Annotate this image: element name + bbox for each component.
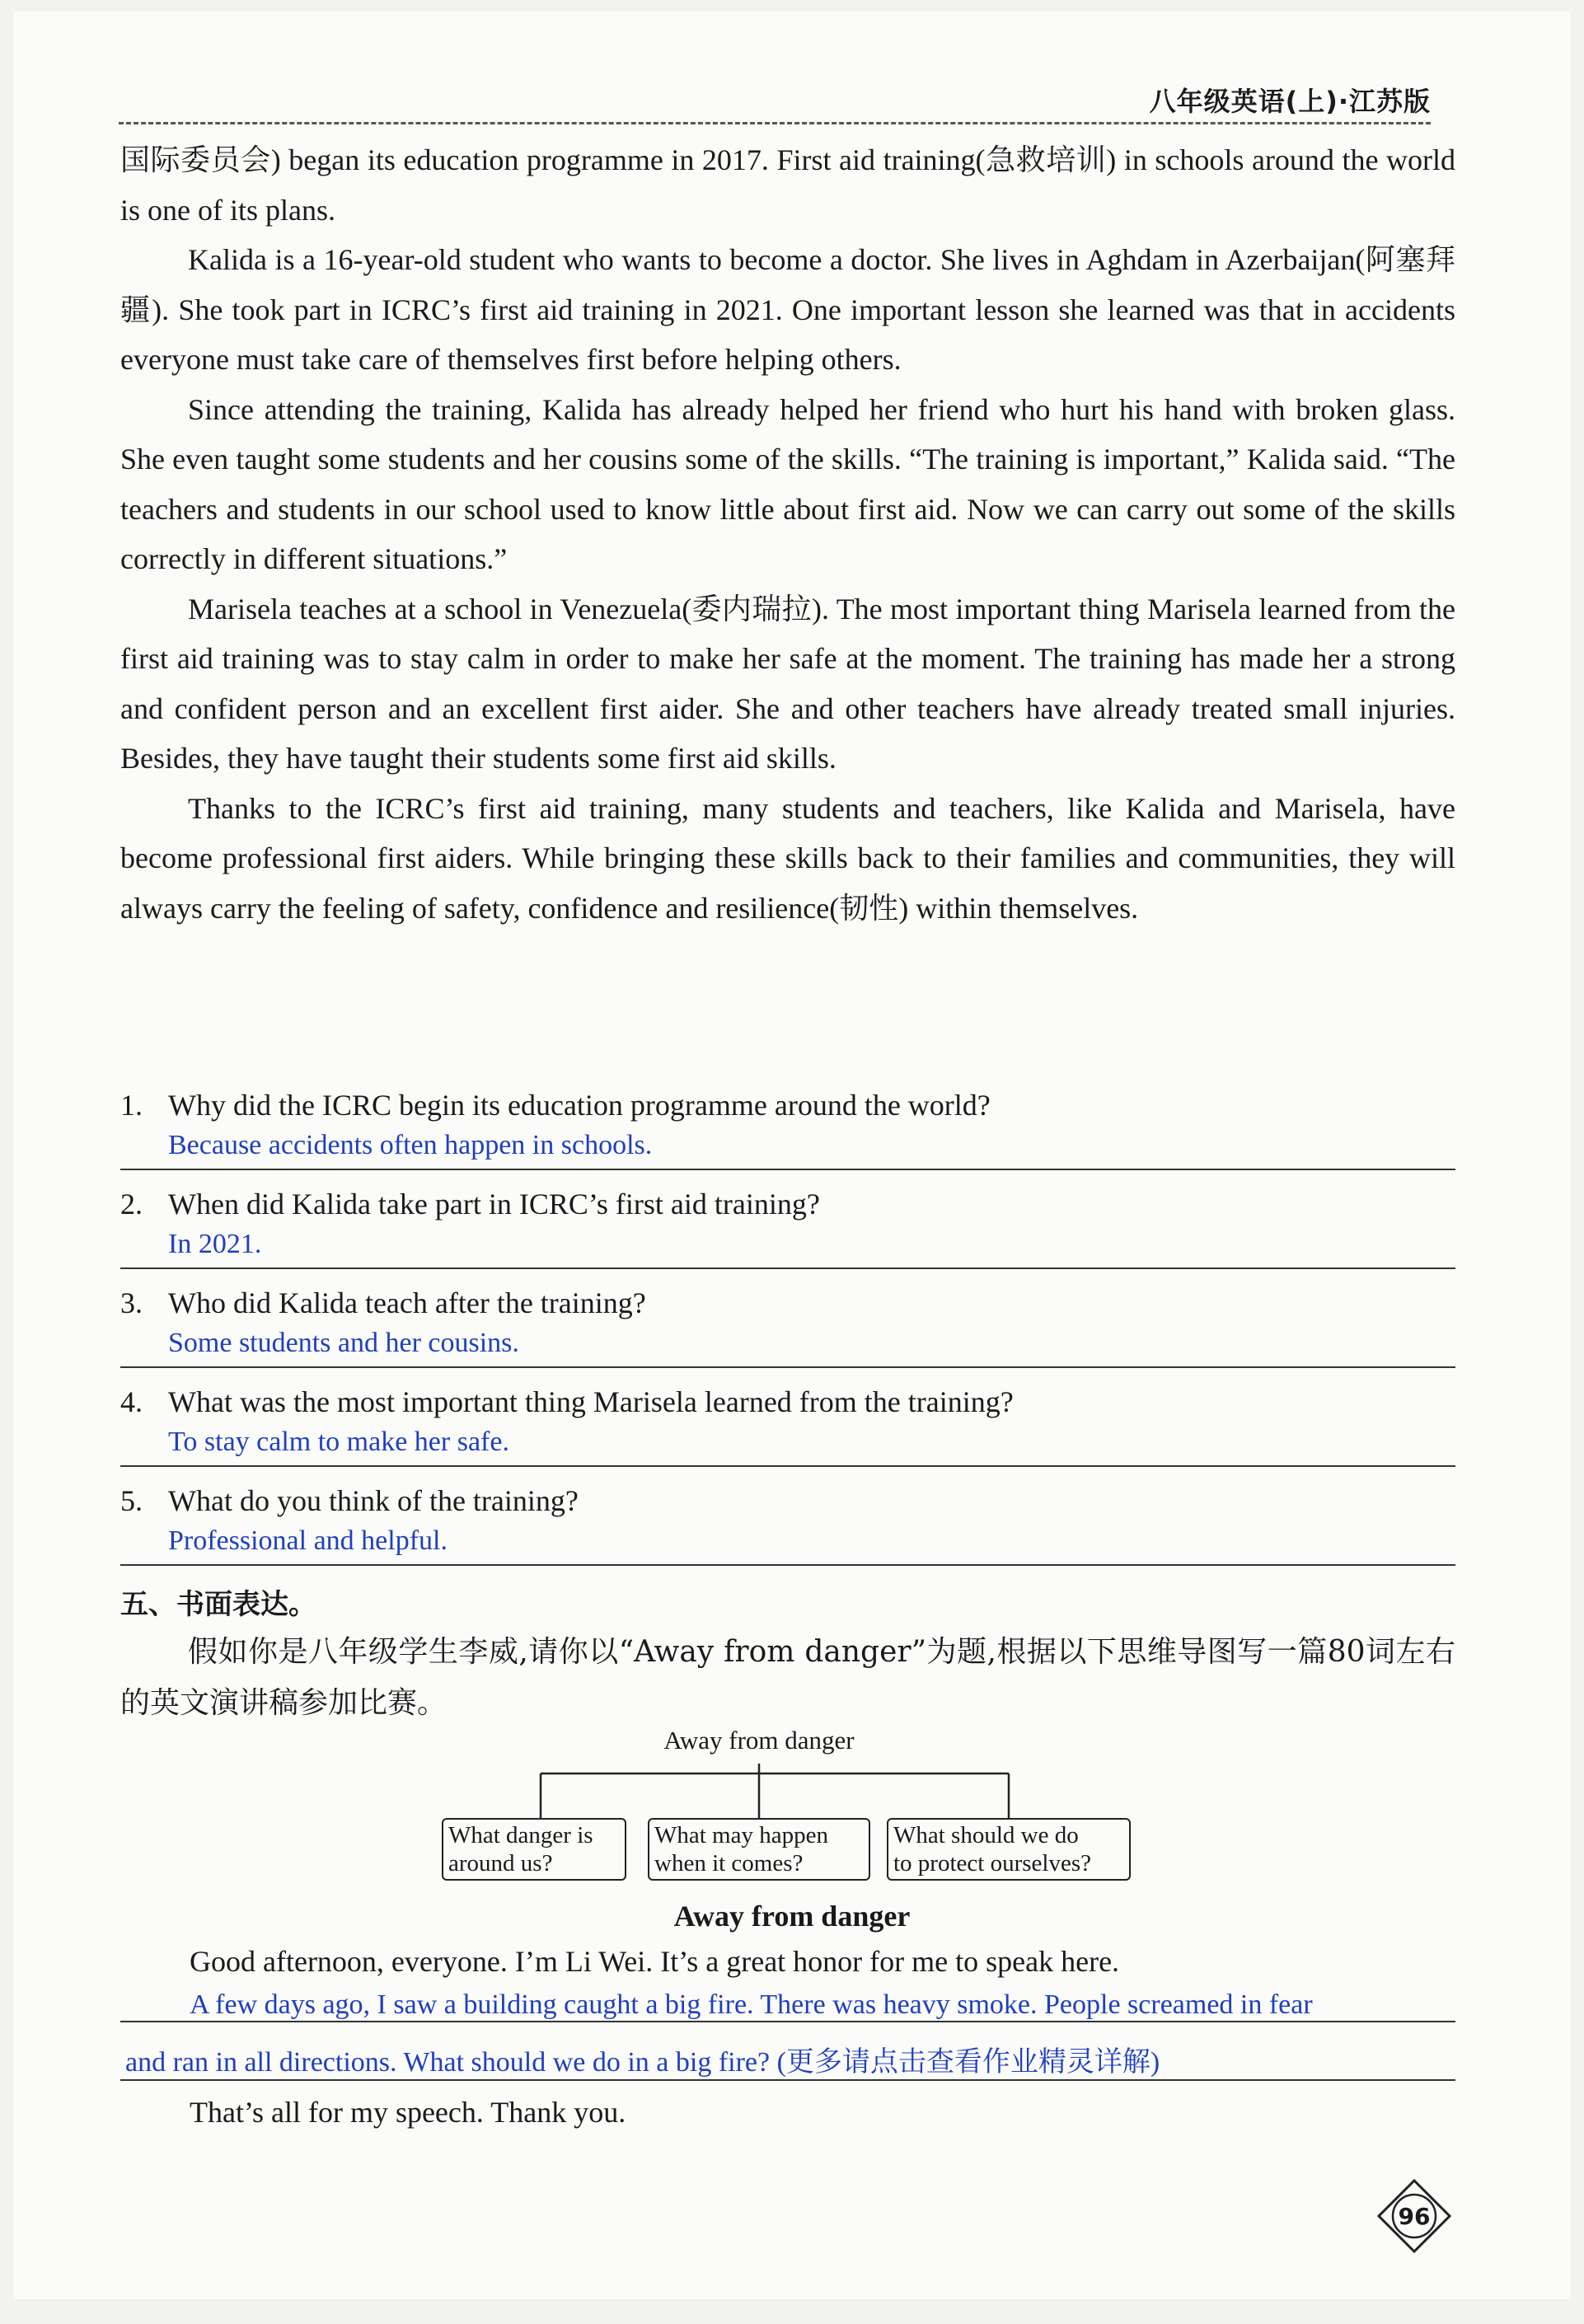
mind-map-branch-3 [887,1818,1131,1881]
question-text: Who did Kalida teach after the training? [168,1286,646,1319]
mind-map-branch-1 [442,1818,626,1881]
essay-title: Away from danger [673,1900,911,1933]
passage-paragraph-3: Since attending the training, Kalida has already helped her friend who hurt his hand with broken glass. She even taught some students and her cousins some of the skills. “The training is important,” Kalida said. “The teachers and students in our school used to know little about first aid. Now we can carry out some of the skills correctly in different situations.” [120,392,1455,575]
question-number: 4. [120,1385,143,1418]
passage-paragraph-2: Kalida is a 16-year-old student who wants to become a doctor. She lives in Aghdam in Azerbaijan(阿塞拜疆). She took part in ICRC’s first aid training in 2021. One important lesson she learned was that in accidents everyone must take care of themselves first before helping others. [120,243,1455,376]
branch-line: around us? [448,1850,553,1877]
branch-line: What danger is [448,1822,593,1848]
section-title: 五、书面表达。 [120,1588,316,1621]
question-2 [120,1183,1455,1269]
question-text: Why did the ICRC begin its education programme around the world? [168,1089,991,1122]
branch-line: to protect ourselves? [893,1850,1091,1877]
answer-line[interactable]: Because accidents often happen in schools. [120,1126,1455,1170]
mind-map [442,1726,1134,1891]
reading-passage [120,135,1455,933]
answer-line[interactable]: In 2021. [120,1225,1455,1269]
page-number: 96 [1398,2202,1431,2230]
question-text: When did Kalida take part in ICRC’s first aid training? [168,1188,820,1221]
essay-closing: That’s all for my speech. Thank you. [190,2096,626,2129]
question-5 [120,1480,1455,1566]
answer-line[interactable]: To stay calm to make her safe. [120,1422,1455,1467]
page-number-badge [1377,2179,1451,2253]
branch-line: What may happen [654,1822,828,1848]
header-divider [119,122,1431,124]
worksheet-page [13,12,1571,2299]
answer-line[interactable]: Professional and helpful. [120,1521,1455,1566]
question-text: What do you think of the training? [168,1484,579,1517]
answer-line[interactable]: Some students and her cousins. [120,1324,1455,1368]
book-title: 八年级英语(上)·江苏版 [1149,86,1431,117]
essay-answer-line-2[interactable]: and ran in all directions. What should we do in a big fire? (更多请点击查看作业精灵详解) [120,2039,1455,2081]
passage-paragraph-1: 国际委员会) began its education programme in 2017. First aid training(急救培训) in schools around the world is one of its plans. [120,143,1455,227]
question-3 [120,1282,1455,1368]
mind-map-branch-2 [648,1818,870,1881]
question-4 [120,1381,1455,1467]
branch-line: What should we do [893,1822,1079,1848]
branch-line: when it comes? [654,1850,804,1877]
question-1 [120,1085,1455,1170]
question-number: 5. [120,1484,143,1517]
question-number: 3. [120,1286,143,1319]
writing-instruction [120,1627,1455,1729]
instruction-text: 假如你是八年级学生李威,请你以“Away from danger”为题,根据以下思维导图写一篇80词左右的英文演讲稿参加比赛。 [120,1635,1455,1720]
mind-map-root: Away from danger [663,1726,855,1755]
passage-paragraph-4: Marisela teaches at a school in Venezuela(委内瑞拉). The most important thing Marisela learned from the first aid training was to stay calm in order to make her safe at the moment. The training has made her a strong and confident person and an excellent first aider. She and other teachers have already treated small injuries. Besides, they have taught their students some first aid skills. [120,592,1455,775]
question-number: 1. [120,1089,143,1122]
question-number: 2. [120,1188,143,1221]
page-header [119,69,1431,122]
essay-opening: Good afternoon, everyone. I’m Li Wei. It’s a great honor for me to speak here. [190,1945,1120,1978]
essay-answer-line-1[interactable]: A few days ago, I saw a building caught a big fire. There was heavy smoke. People screamed in fear [120,1989,1455,2022]
question-text: What was the most important thing Marisela learned from the training? [168,1385,1014,1418]
passage-paragraph-5: Thanks to the ICRC’s first aid training, many students and teachers, like Kalida and Marisela, have become professional first aiders. While bringing these skills back to their families and communities, they will always carry the feeling of safety, confidence and resilience(韧性) within themselves. [120,791,1455,925]
